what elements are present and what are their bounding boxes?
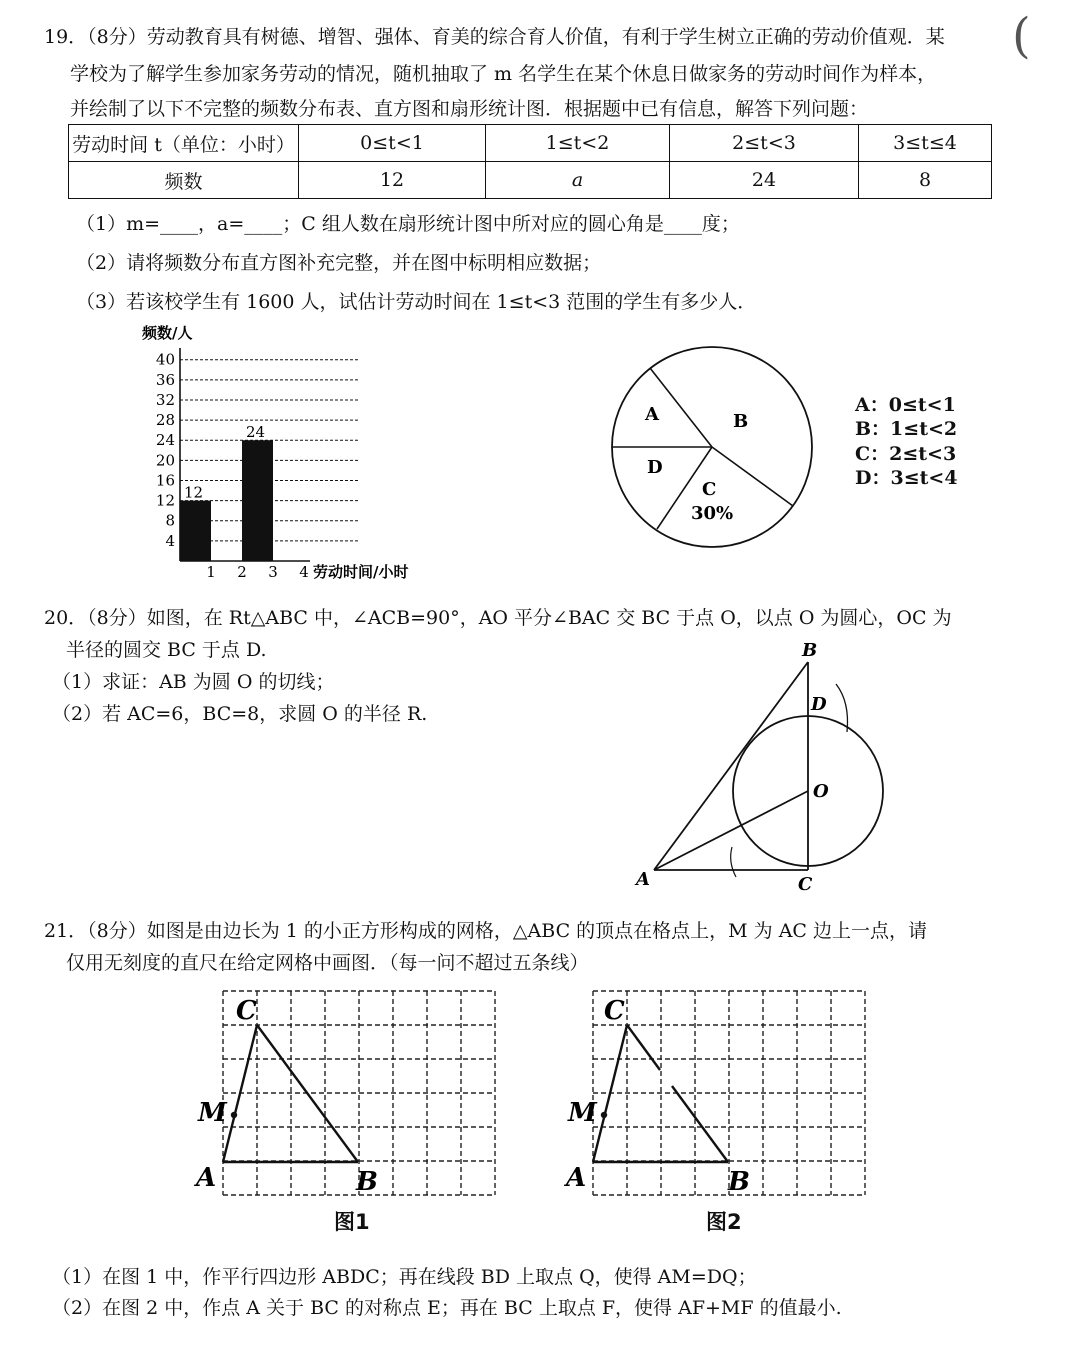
pie-legend-a: A：0≤t<1 <box>855 394 956 416</box>
pie-slice-label-a: A <box>645 404 659 425</box>
y-tick-label: 12 <box>155 491 175 510</box>
q21-sub1: （1）在图 1 中，作平行四边形 ABDC；再在线段 BD 上取点 Q，使得 AM=DQ； <box>52 1266 757 1288</box>
y-tick-label: 32 <box>155 390 175 409</box>
point-label-a: A <box>566 1163 587 1193</box>
table-cell: 1≤t<2 <box>486 125 670 162</box>
q21-grid-figure-2 <box>560 984 870 1199</box>
q19-sub1: （1）m=____，a=____；C 组人数在扇形统计图中所对应的圆心角是____度； <box>76 213 740 235</box>
segment-bc <box>672 1086 728 1162</box>
frequency-table <box>68 124 992 199</box>
q21-line2: 仅用无刻度的直尺在给定网格中画图．（每一问不超过五条线） <box>66 952 589 974</box>
y-tick-label: 24 <box>155 431 175 450</box>
q20-sub1: （1）求证：AB 为圆 O 的切线； <box>52 671 335 693</box>
y-tick-label: 36 <box>155 370 175 389</box>
q19-sub3: （3）若该校学生有 1600 人，试估计劳动时间在 1≤t<3 范围的学生有多少人． <box>76 291 757 313</box>
table-cell: 12 <box>299 162 486 199</box>
pie-slice-label-c: C <box>702 479 717 500</box>
q20-geometry-figure <box>628 632 898 902</box>
construction-arc <box>731 847 736 877</box>
q20-line2: 半径的圆交 BC 于点 D. <box>66 639 267 661</box>
figure-1-label: 图1 <box>334 1210 370 1234</box>
bar-value-label: 12 <box>184 483 204 502</box>
histogram-ticks <box>156 351 309 581</box>
pie-chart <box>605 340 820 555</box>
y-tick-label: 8 <box>165 511 175 530</box>
x-tick-label: 4 <box>299 563 309 581</box>
point-label-b: B <box>728 1167 750 1197</box>
x-axis-label: 劳动时间/小时 <box>313 563 409 581</box>
histogram-chart <box>130 318 450 588</box>
table-cell: 频数 <box>69 162 299 199</box>
bar-value-label: 24 <box>246 423 266 442</box>
pie-legend-d: D：3≤t<4 <box>855 467 958 489</box>
point-m <box>231 1112 237 1118</box>
table-cell: 劳动时间 t（单位：小时） <box>69 125 299 162</box>
point-label-c: C <box>604 996 625 1026</box>
segment-bc <box>627 1025 660 1070</box>
x-tick-label: 3 <box>268 563 278 581</box>
point-label-o: O <box>813 781 829 802</box>
q21-sub2: （2）在图 2 中，作点 A 关于 BC 的对称点 E；再在 BC 上取点 F，使得 AF+MF 的值最小. <box>52 1297 842 1319</box>
table-row <box>69 162 992 199</box>
pie-divider <box>712 447 793 506</box>
y-tick-label: 40 <box>155 350 175 369</box>
table-cell: 0≤t<1 <box>299 125 486 162</box>
q19-line3: 并绘制了以下不完整的频数分布表、直方图和扇形统计图．根据题中已有信息，解答下列问题： <box>70 98 869 120</box>
point-label-c: C <box>236 996 257 1026</box>
x-tick-label: 1 <box>206 563 216 581</box>
table-cell: 2≤t<3 <box>670 125 859 162</box>
point-label-c: C <box>798 874 813 895</box>
q21-line1: 21．（8分）如图是由边长为 1 的小正方形构成的网格，△ABC 的顶点在格点上，M 为 AC 边上一点，请 <box>44 920 927 942</box>
q19-sub2: （2）请将频数分布直方图补充完整，并在图中标明相应数据； <box>76 252 602 274</box>
y-tick-label: 28 <box>155 411 175 430</box>
point-label-d: D <box>811 694 827 715</box>
pie-slice-label-d: D <box>647 457 663 478</box>
pie-slice-value-c: 30% <box>691 503 734 524</box>
y-axis-label: 频数/人 <box>142 324 193 342</box>
table-header-row <box>69 125 992 162</box>
figure-2-label: 图2 <box>706 1210 742 1234</box>
point-label-b: B <box>356 1167 378 1197</box>
table-cell: 8 <box>859 162 992 199</box>
y-tick-label: 4 <box>165 531 175 550</box>
histogram-bar <box>180 501 211 561</box>
y-tick-label: 16 <box>155 471 175 490</box>
q20-sub2: （2）若 AC=6，BC=8，求圆 O 的半径 R. <box>52 703 428 725</box>
histogram-bars <box>180 423 273 561</box>
point-label-b: B <box>802 640 818 661</box>
segment-ab <box>654 662 808 870</box>
point-label-m: M <box>198 1098 227 1128</box>
y-tick-label: 20 <box>155 451 175 470</box>
table-cell: a <box>486 162 670 199</box>
pie-legend-b: B：1≤t<2 <box>855 418 958 440</box>
margin-bracket: ( <box>1012 8 1031 64</box>
table-cell: 24 <box>670 162 859 199</box>
table-cell: 3≤t≤4 <box>859 125 992 162</box>
point-m <box>601 1112 607 1118</box>
pie-legend-c: C：2≤t<3 <box>855 443 957 465</box>
pie-divider <box>650 368 712 447</box>
q21-grid-figure-1 <box>190 984 500 1199</box>
pie-slice-label-b: B <box>733 411 749 432</box>
point-label-a: A <box>636 869 650 890</box>
q20-line1: 20．（8分）如图，在 Rt△ABC 中，∠ACB=90°，AO 平分∠BAC 交 BC 于点 O，以点 O 为圆心，OC 为 <box>44 607 952 629</box>
q19-line2: 学校为了解学生参加家务劳动的情况，随机抽取了 m 名学生在某个休息日做家务的劳动时间作为样本， <box>70 63 937 85</box>
x-tick-label: 2 <box>237 563 247 581</box>
point-label-m: M <box>568 1098 597 1128</box>
histogram-bar <box>242 440 273 561</box>
point-label-a: A <box>196 1163 217 1193</box>
q19-line1: 19．（8分）劳动教育具有树德、增智、强体、育美的综合育人价值，有利于学生树立正确的劳动价值观．某 <box>44 26 945 48</box>
